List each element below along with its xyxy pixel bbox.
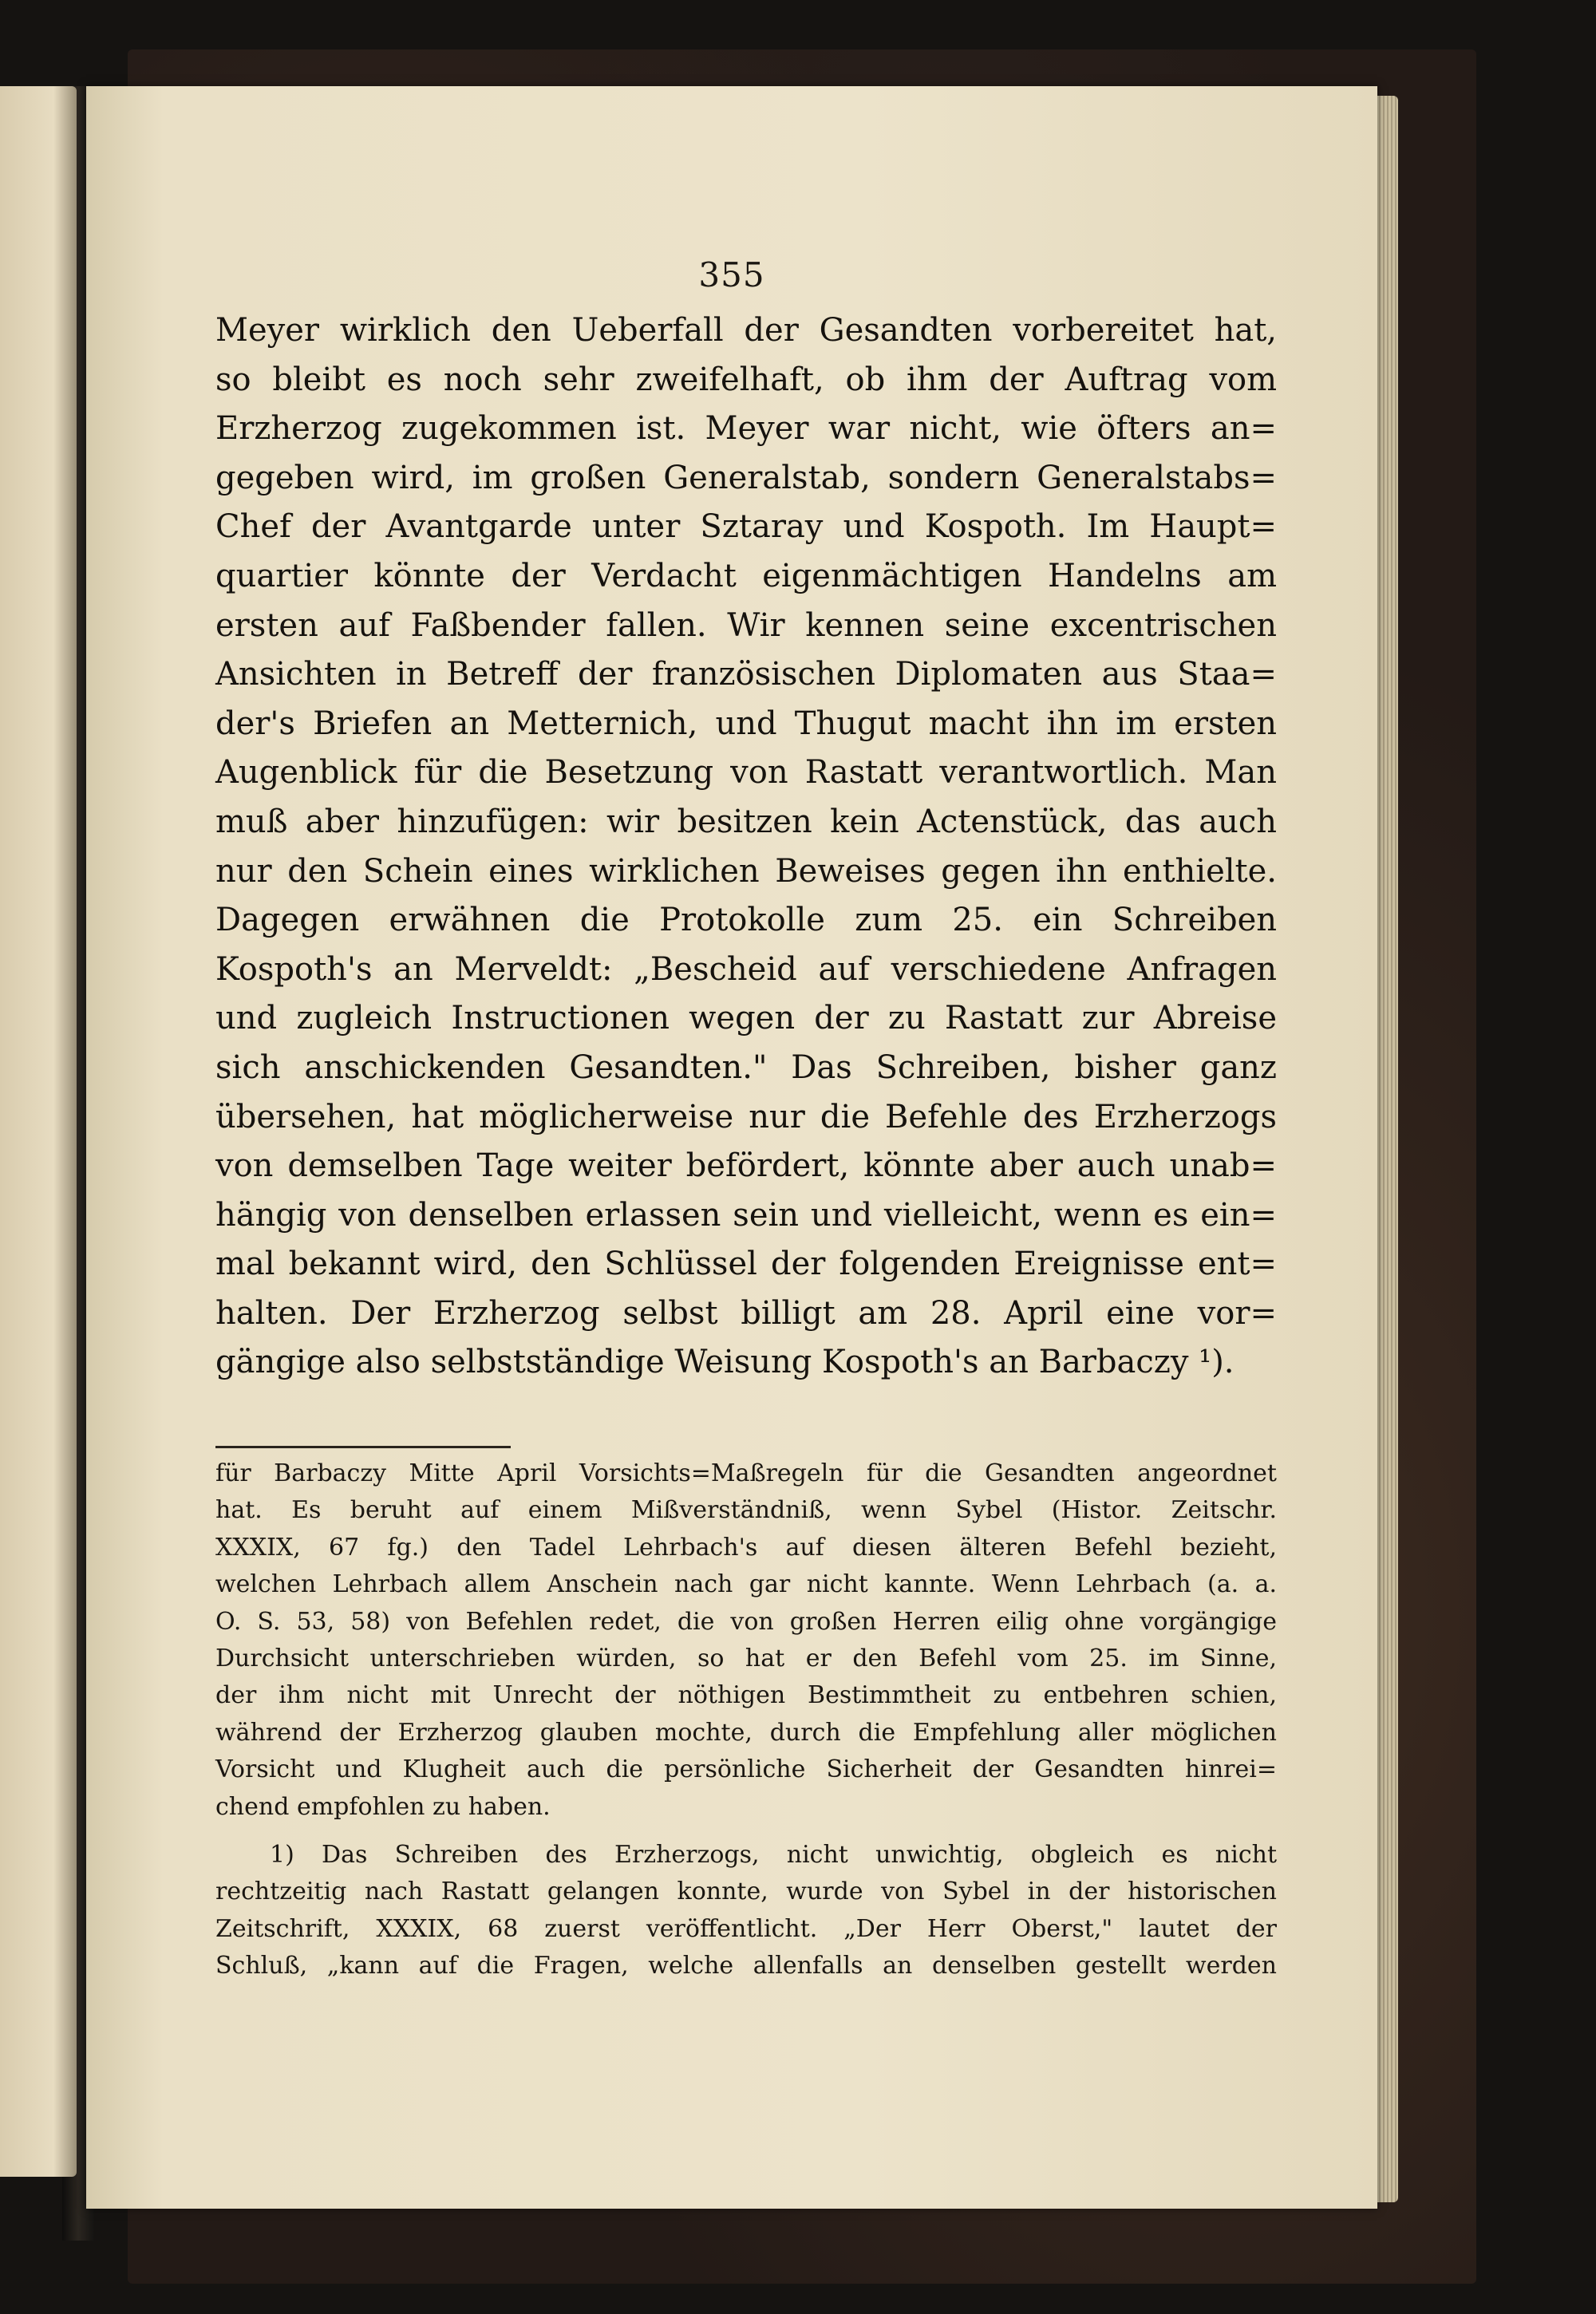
text-line: muß aber hinzufügen: wir besitzen kein Actenstück, das auch	[215, 803, 1277, 840]
footnote-line: chend empfohlen zu haben.	[215, 1792, 551, 1821]
text-line: Dagegen erwähnen die Protokolle zum 25. ein Schreiben	[215, 902, 1277, 939]
footnote-line: rechtzeitig nach Rastatt gelangen konnte, wurde von Sybel in der historischen	[215, 1878, 1277, 1906]
text-line: gegeben wird, im großen Generalstab, sondern Generalstabs=	[215, 459, 1277, 496]
text-line: mal bekannt wird, den Schlüssel der folgenden Ereignisse ent=	[215, 1246, 1277, 1283]
text-line: hängig von denselben erlassen sein und vielleicht, wenn es ein=	[215, 1196, 1277, 1234]
text-line: so bleibt es noch sehr zweifelhaft, ob ihm der Auftrag vom	[215, 361, 1277, 398]
footnote-line: XXXIX, 67 fg.) den Tadel Lehrbach's auf diesen älteren Befehl bezieht,	[215, 1533, 1277, 1562]
page-number: 355	[698, 255, 765, 294]
text-line: nur den Schein eines wirklichen Beweises gegen ihn enthielte.	[215, 852, 1277, 890]
footnote-line: hat. Es beruht auf einem Mißverständniß, wenn Sybel (Histor. Zeitschr.	[215, 1496, 1277, 1525]
text-line: übersehen, hat möglicherweise nur die Befehle des Erzherzogs	[215, 1098, 1277, 1135]
text-line: Augenblick für die Besetzung von Rastatt verantwortlich. Man	[215, 754, 1277, 792]
footnote-separator	[215, 1446, 511, 1448]
footnotes	[215, 1455, 1277, 1984]
text-line: sich anschickenden Gesandten." Das Schreiben, bisher ganz	[215, 1048, 1277, 1086]
text-line: quartier könnte der Verdacht eigenmächtigen Handelns am	[215, 557, 1277, 594]
text-line: Meyer wirklich den Ueberfall der Gesandten vorbereitet hat,	[215, 312, 1277, 349]
main-text	[215, 306, 1277, 1388]
text-line: und zugleich Instructionen wegen der zu Rastatt zur Abreise	[215, 1000, 1277, 1037]
footnote-line: Zeitschrift, XXXIX, 68 zuerst veröffentlicht. „Der Herr Oberst," lautet der	[215, 1914, 1277, 1943]
book-page	[86, 86, 1377, 2209]
text-line: ersten auf Faßbender fallen. Wir kennen seine excentrischen	[215, 606, 1277, 644]
footnote-line: während der Erzherzog glauben mochte, durch die Empfehlung aller möglichen	[215, 1718, 1277, 1747]
footnote-line: Vorsicht und Klugheit auch die persönliche Sicherheit der Gesandten hinrei=	[215, 1755, 1277, 1784]
text-line: Ansichten in Betreff der französischen Diplomaten aus Staa=	[215, 656, 1277, 693]
footnote-line: 1) Das Schreiben des Erzherzogs, nicht unwichtig, obgleich es nicht	[270, 1840, 1277, 1869]
text-line: der's Briefen an Metternich, und Thugut macht ihn im ersten	[215, 705, 1277, 742]
text-line: Erzherzog zugekommen ist. Meyer war nicht, wie öfters an=	[215, 410, 1277, 448]
text-line: halten. Der Erzherzog selbst billigt am 28. April eine vor=	[215, 1294, 1277, 1332]
text-line: Chef der Avantgarde unter Sztaray und Kospoth. Im Haupt=	[215, 508, 1277, 546]
footnote-line: für Barbaczy Mitte April Vorsichts=Maßregeln für die Gesandten angeordnet	[215, 1459, 1277, 1487]
footnote-line: Durchsicht unterschrieben würden, so hat er den Befehl vom 25. im Sinne,	[215, 1644, 1277, 1672]
left-page-edge	[0, 86, 77, 2177]
footnote-line: welchen Lehrbach allem Anschein nach gar nicht kannte. Wenn Lehrbach (a. a.	[215, 1570, 1277, 1599]
text-line: gängige also selbstständige Weisung Kospoth's an Barbaczy ¹).	[215, 1344, 1235, 1381]
text-line: von demselben Tage weiter befördert, könnte aber auch unab=	[215, 1147, 1277, 1185]
footnote-line: Schluß, „kann auf die Fragen, welche allenfalls an denselben gestellt werden	[215, 1952, 1277, 1980]
text-line: Kospoth's an Merveldt: „Bescheid auf verschiedene Anfragen	[215, 950, 1277, 988]
footnote-line: der ihm nicht mit Unrecht der nöthigen Bestimmtheit zu entbehren schien,	[215, 1681, 1277, 1710]
footnote-line: O. S. 53, 58) von Befehlen redet, die von großen Herren eilig ohne vorgängige	[215, 1607, 1277, 1636]
